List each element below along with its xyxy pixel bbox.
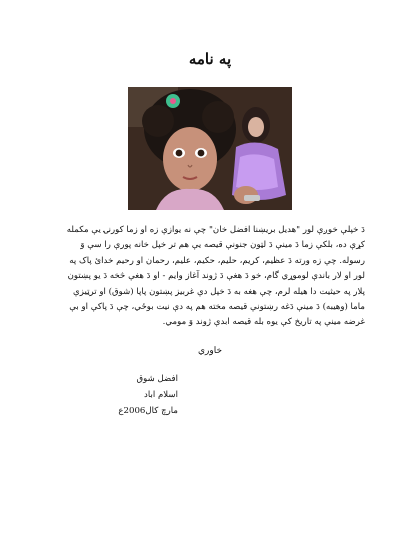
dedication-photo (128, 87, 292, 210)
dedication-paragraph (57, 223, 365, 331)
dedication-text: دَ خپلې خوږې لور "هديل بريښنا افضل خان" چې نه يوازې زه او زما کورنۍ يې مکمله کړې ده، بلکې زما دَ مينې دَ لټون جنونې قيصه يې هم تر خپل خانه پورې را سې وَ رسوله. چې زه ورته دَ عظيم، کريم، حليم، حکيم، عليم، رحمان او رحيم خدائ پاک په لور او لار باندې لوموړي گام، خو دَ هغې دَ ژوند آغاز وايم - او دَ هغې څخه دَ يو پښتون پلار په حيثيت دا هيله لرم، چې هغه به دَ خپل دې غربيز پښتون پاپا (شوق) او ترټيزې ماما (وهيبه) دَ مينې دَغه رښتونې قيصه مخته هم په دې نيت بوځي، چې دَ پاکې او بې غرضه مينې په تاريخ کې يوه بله قيصه ابدې ژوند وَ مومي. (66, 225, 365, 328)
author-place: اسلام اباد (144, 390, 178, 400)
author-name: افضل شوق (136, 374, 178, 384)
signature-block (58, 371, 178, 419)
page-title: په نامه (188, 50, 232, 68)
author-date: مارچ کال2006ع (118, 406, 178, 416)
signature-heading: خاوري (197, 346, 223, 356)
